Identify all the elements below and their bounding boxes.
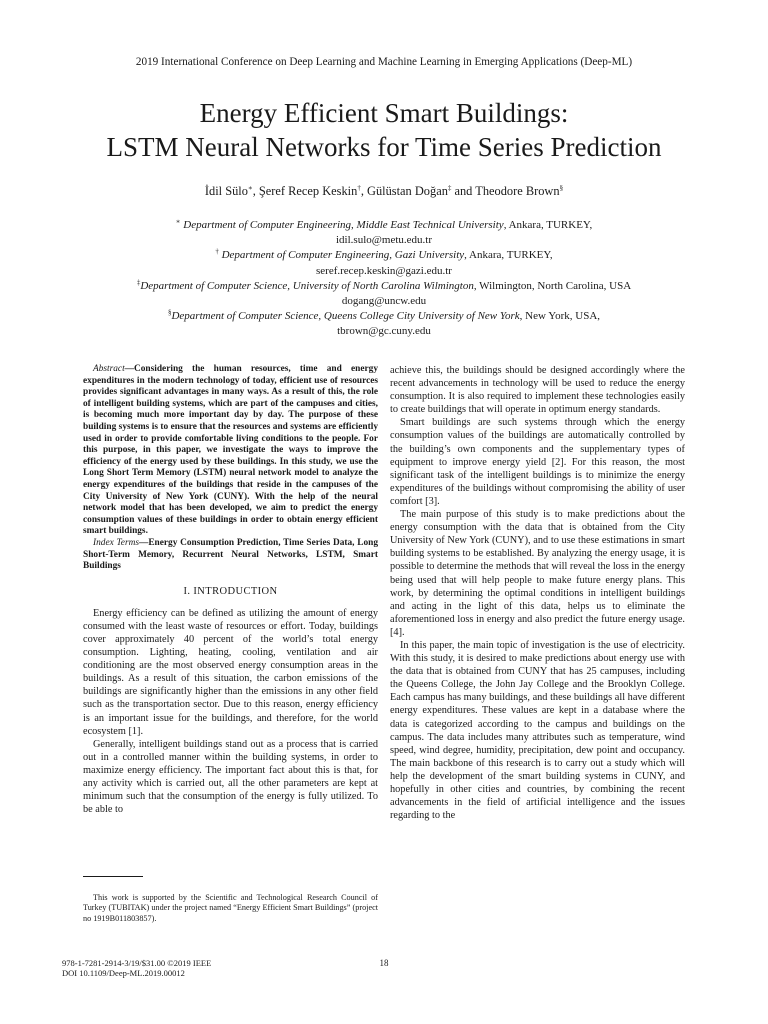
author-mark: ∗ [247, 183, 253, 192]
footnote-divider [83, 876, 143, 877]
body-paragraph: Generally, intelligent buildings stand out as a process that is carried out in a controlled manner within the building systems, in order to maximize energy efficiency. The important fact about this is that, for any activity which is carried out, all the other parameters are kept at minimum such that the consumption of the energy is fully utilized. To be able to [83, 738, 378, 816]
title-line-1: Energy Efficient Smart Buildings: [199, 98, 569, 128]
affiliation-line [0, 248, 768, 263]
affiliation-email: dogang@uncw.edu [341, 295, 427, 308]
affiliation-line [0, 218, 768, 233]
author-mark: † [357, 183, 361, 192]
author-list [0, 184, 768, 199]
author-separator: , [360, 184, 368, 198]
abstract-text: —Considering the human resources, time and energy expenditures in the modern technology of today, efficient use of resources provides significant advantages in many ways. As a result of this, the role of intelligent building systems, which are part of the campuses and cities, is becoming much more important day by day. The purpose of these building systems is to ensure that the resources and systems are efficiently used in order to provide comfortable living conditions to the people. For this purpose, in this paper, we investigate the ways to improve the efficiency of the energy used by these buildings. In this study, we use the Long Short Term Memory (LSTM) neural network model to analyze the energy expenditures of the buildings that reside in the campuses of the City University of New York (CUNY). With the help of the neural network model that has been developed, we aim to predict the energy consumption values of these buildings in order to obtain energy efficient smart buildings. [83, 364, 378, 537]
title-line-2: LSTM Neural Networks for Time Series Prediction [106, 132, 662, 162]
author-and: and [451, 184, 476, 198]
author-name: Theodore Brown [475, 184, 560, 198]
affiliations [0, 218, 768, 340]
isbn-line: 978-1-7281-2914-3/19/$31.00 ©2019 IEEE [62, 958, 212, 968]
affiliation-email: idil.sulo@metu.edu.tr [336, 234, 432, 247]
affiliation-mark: † [215, 247, 219, 256]
right-column [390, 364, 685, 822]
doi-line: DOI 10.1109/Deep-ML.2019.00012 [62, 968, 185, 979]
affiliation-dept: Department of Computer Science, Queens College City University of New York [171, 310, 520, 323]
author-mark: § [559, 183, 564, 192]
abstract-label: Abstract [93, 364, 125, 374]
affiliation-place: , Wilmington, North Carolina, USA [473, 279, 632, 292]
author-mark: ‡ [447, 183, 452, 192]
affiliation-email: tbrown@gc.cuny.edu [337, 325, 431, 338]
affiliation-mark: ‡ [136, 278, 141, 287]
affiliation-dept: Department of Computer Science, University of North Carolina Wilmington [140, 279, 474, 292]
index-terms-label: Index Terms [93, 537, 139, 548]
index-terms-text: —Energy Consumption Prediction, Time Series Data, Long Short-Term Memory, Recurrent Neural Networks, LSTM, Smart Buildings [83, 537, 379, 572]
author-name: İdil Sülo [204, 184, 248, 198]
affiliation-dept: Department of Computer Engineering, Gazi University [221, 249, 465, 262]
affiliation-place: , Ankara, TURKEY, [464, 249, 553, 262]
funding-footnote: This work is supported by the Scientific and Technological Research Council of Turkey (TUBITAK) under the project named “Energy Efficient Smart Buildings” (project no 1919B011803857). [83, 893, 378, 923]
conference-header: 2019 International Conference on Deep Learning and Machine Learning in Emerging Applications (Deep-ML) [135, 56, 633, 68]
author-name: Şeref Recep Keskin [258, 184, 358, 198]
affiliation-mark: § [167, 308, 172, 317]
body-paragraph: The main purpose of this study is to make predictions about the energy consumption with the data that is obtained from the City University of New York (CUNY), and to use these estimations in smart building systems to be established. By analyzing the energy usage, it is possible to determine the methods that will reveal the loss in the energy being used that will help people to make future energy plans. This work, by determining the optimal conditions in intelligent buildings and acting in the light of this data, helps us to eliminate the aforementioned loss in energy and also predict the future energy usage. [4]. [390, 509, 685, 638]
index-terms [83, 538, 378, 573]
page-number: 18 [379, 958, 389, 968]
affiliation-mark: ∗ [175, 217, 181, 226]
author-name: Gülüstan Doğan [367, 184, 448, 198]
left-column [83, 364, 378, 816]
affiliation-line [0, 279, 768, 294]
abstract [83, 364, 378, 538]
body-paragraph: achieve this, the buildings should be designed accordingly where the recent advancements in technology will be used to reduce the energy consumption. It is also required to implement these technologies easily to create buildings that will operate in optimum energy standards. [390, 365, 685, 416]
affiliation-email: seref.recep.keskin@gazi.edu.tr [316, 264, 452, 277]
body-paragraph: In this paper, the main topic of investigation is the use of electricity. With this study, it is desired to make predictions about energy use with the data that is obtained from CUNY that has 25 campuses, including the Queens College, the John Jay College and the Brooklyn College. Each campus has many buildings, and these buildings all have different energy expenditures. These values are kept in a database where the data is categorized according to the campus and buildings on the campus. The data includes many attributes such as temperature, wind speed, wind degree, humidity, precipitation, dew point and occupancy. The main backbone of this research is to carry out a study which will help the development of the smart building systems in CUNY, and hopefully in other cities and countries, by combining the recent advancements in the field of artificial intelligence and the issues regarding to the [390, 639, 685, 822]
affiliation-line [0, 309, 768, 324]
body-paragraph: Energy efficiency can be defined as utilizing the amount of energy consumed with the least waste of resources or effort. Today, buildings cover approximately 40 percent of the world’s total energy consumption. Lighting, heating, cooling, ventilation and air conditioning are the most observed energy consumption areas in the buildings. As a result of this situation, the carbon emissions of the buildings are significantly higher than the emissions in any other field such as the transportation sector. Due to this reason, energy efficiency is an important issue for the buildings, and therefore, for the world ecosystem [1]. [83, 607, 378, 737]
section-heading-introduction: I. INTRODUCTION [183, 585, 278, 597]
body-paragraph: Smart buildings are such systems through which the energy consumption values of the buildings are automatically controlled by the building’s own components and the supplementary types of equipment to improve energy yield [2]. For this reason, the most significant task of the intelligent buildings is to minimize the energy expenditures of the buildings without compromising the ability of user comfort [3]. [390, 417, 685, 507]
author-separator: , [252, 184, 259, 198]
affiliation-place: , New York, USA, [519, 310, 601, 323]
affiliation-place: , Ankara, TURKEY, [503, 219, 593, 231]
affiliation-dept: Department of Computer Engineering, Middle East Technical University [183, 219, 504, 231]
paper-title [0, 96, 768, 164]
